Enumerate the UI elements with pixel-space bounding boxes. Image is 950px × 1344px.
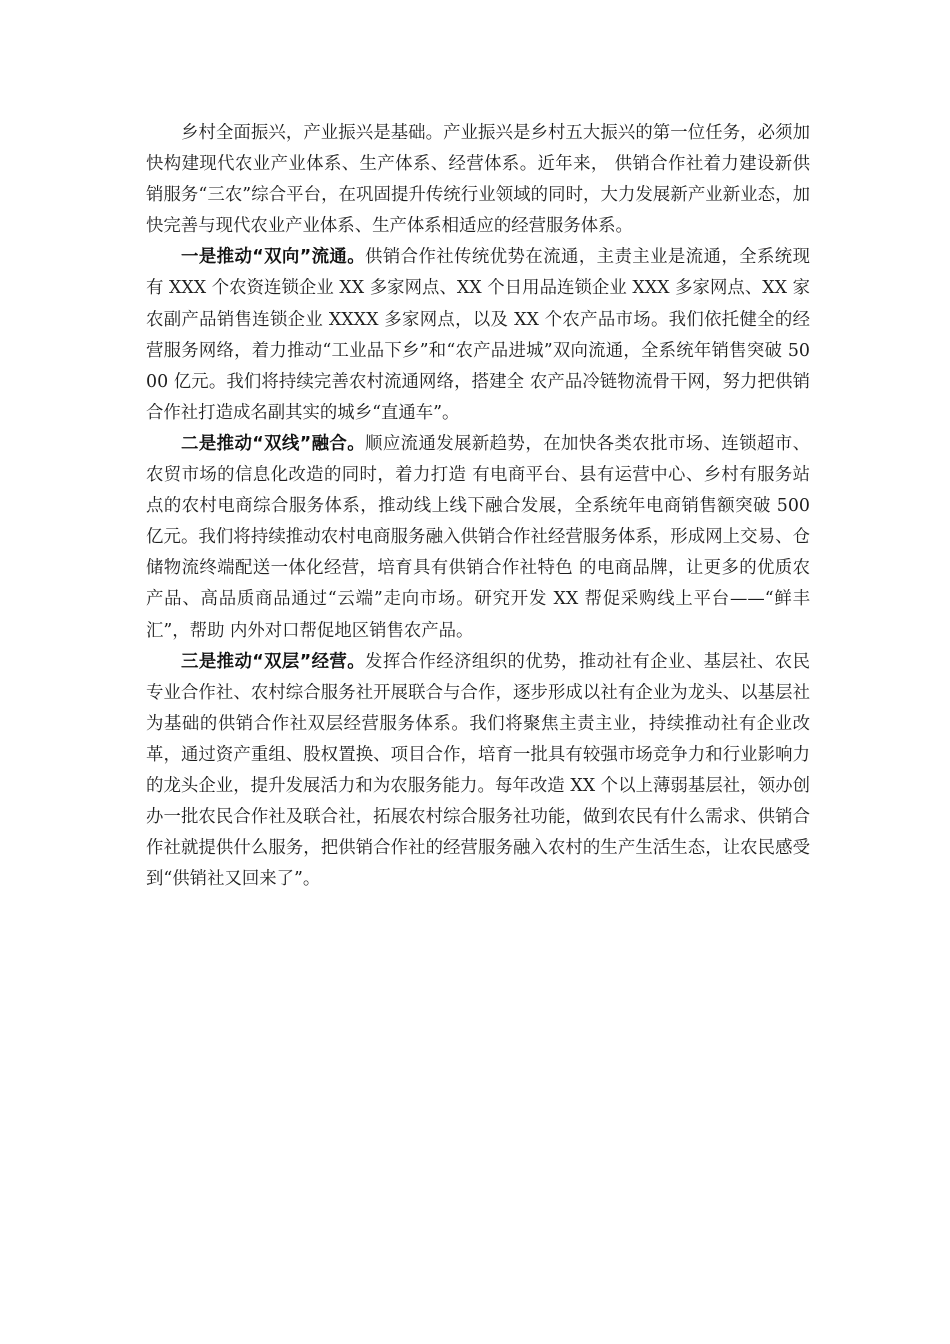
document-body (146, 118, 810, 895)
paragraph-two-way-circulation (146, 242, 810, 429)
paragraph-text: 顺应流通发展新趋势，在加快各类农批市场、连锁超市、农贸市场的信息化改造的同时，着力打造 有电商平台、县有运营中心、乡村有服务站点的农村电商综合服务体系，推动线上线下融合发展，全系统年电商销售额突破 500 亿元。我们将持续推动农村电商服务融入供销合作社经营服务体系，形成网上交易、仓储物流终端配送一体化经营，培育具有供销合作社特色 的电商品牌，让更多的优质农产品、高品质商品通过“云端”走向市场。研究开发 XX 帮促采购线上平台——“鲜丰汇”，帮助 内外对口帮促地区销售农产品。 (146, 433, 810, 641)
paragraph-heading: 一是推动“双向”流通。 (181, 247, 366, 268)
paragraph-intro-text: 乡村全面振兴，产业振兴是基础。产业振兴是乡村五大振兴的第一位任务，必须加快构建现代农业产业体系、生产体系、经营体系。近年来， 供销合作社着力建设新供销服务“三农”综合平台，在巩固提升传统行业领域的同时，大力发展新产业新业态，加快完善与现代农业产业体系、生产体系相适应的经营服务体系。 (146, 123, 810, 237)
paragraph-heading: 二是推动“双线”融合。 (181, 433, 366, 454)
paragraph-text: 发挥合作经济组织的优势，推动社有企业、基层社、农民专业合作社、农村综合服务社开展联合与合作，逐步形成以社有企业为龙头、以基层社为基础的供销合作社双层经营服务体系。我们将聚焦主责主业，持续推动社有企业改革，通过资产重组、股权置换、项目合作，培育一批具有较强市场竞争力和行业影响力的龙头企业，提升发展活力和为农服务能力。每年改造 XX 个以上薄弱基层社，领办创办一批农民合作社及联合社，拓展农村综合服务社功能，做到农民有什么需求、供销合作社就提供什么服务，把供销合作社的经营服务融入农村的生产生活生态，让农民感受到“供销社又回来了”。 (146, 651, 810, 890)
paragraph-intro (146, 118, 810, 242)
paragraph-online-offline-integration (146, 429, 810, 647)
paragraph-two-tier-operation (146, 647, 810, 896)
paragraph-text: 供销合作社传统优势在流通，主责主业是流通，全系统现有 XXX 个农资连锁企业 XX 多家网点、XX 个日用品连锁企业 XXX 多家网点、XX 家农副产品销售连锁企业 XXXX 多家网点，以及 XX 个农产品市场。我们依托健全的经营服务网络，着力推动“工业品下乡”和“农产品进城”双向流通，全系统年销售突破 5000 亿元。我们将持续完善农村流通网络，搭建全 农产品冷链物流骨干网，努力把供销合作社打造成名副其实的城乡“直通车”。 (146, 247, 810, 423)
paragraph-heading: 三是推动“双层”经营。 (181, 651, 366, 672)
